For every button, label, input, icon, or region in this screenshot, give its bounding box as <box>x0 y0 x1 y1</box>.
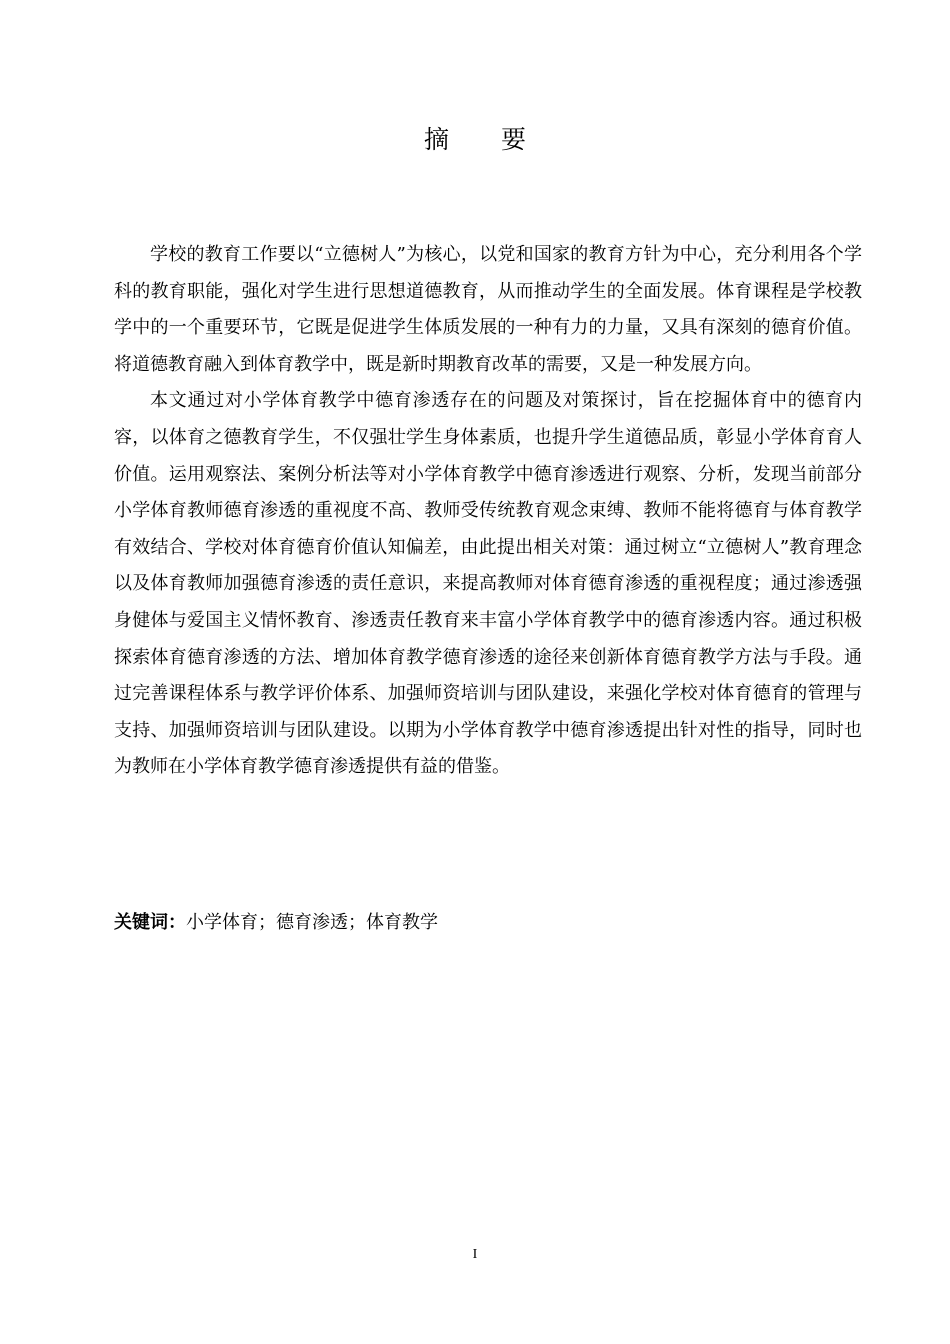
abstract-paragraph-1: 学校的教育工作要以“立德树人”为核心，以党和国家的教育方针为中心，充分利用各个学科的教育职能，强化对学生进行思想道德教育，从而推动学生的全面发展。体育课程是学校教学中的一个重要环节，它既是促进学生体质发展的一种有力的力量，又具有深刻的德育价值。将道德教育融入到体育教学中，既是新时期教育改革的需要，又是一种发展方向。 <box>114 244 862 375</box>
page-title: 摘 要 <box>424 125 548 154</box>
abstract-paragraph-2: 本文通过对小学体育教学中德育渗透存在的问题及对策探讨，旨在挖掘体育中的德育内容，以体育之德教育学生，不仅强壮学生身体素质，也提升学生道德品质，彰显小学体育育人价值。运用观察法、案例分析法等对小学体育教学中德育渗透进行观察、分析，发现当前部分小学体育教师德育渗透的重视度不高、教师受传统教育观念束缚、教师不能将德育与体育教学有效结合、学校对体育德育价值认知偏差，由此提出相关对策：通过树立“立德树人”教育理念以及体育教师加强德育渗透的责任意识，来提高教师对体育德育渗透的重视程度；通过渗透强身健体与爱国主义情怀教育、渗透责任教育来丰富小学体育教学中的德育渗透内容。通过积极探索体育德育渗透的方法、增加体育教学德育渗透的途径来创新体育德育教学方法与手段。通过完善课程体系与教学评价体系、加强师资培训与团队建设，来强化学校对体育德育的管理与支持、加强师资培训与团队建设。以期为小学体育教学中德育渗透提出针对性的指导，同时也为教师在小学体育教学德育渗透提供有益的借鉴。 <box>114 390 862 778</box>
keywords-value: 小学体育；德育渗透；体育教学 <box>186 912 438 933</box>
keywords-line <box>114 907 862 939</box>
page-number: I <box>472 1247 478 1262</box>
keywords-label: 关键词： <box>114 912 186 933</box>
abstract-body <box>114 237 862 786</box>
